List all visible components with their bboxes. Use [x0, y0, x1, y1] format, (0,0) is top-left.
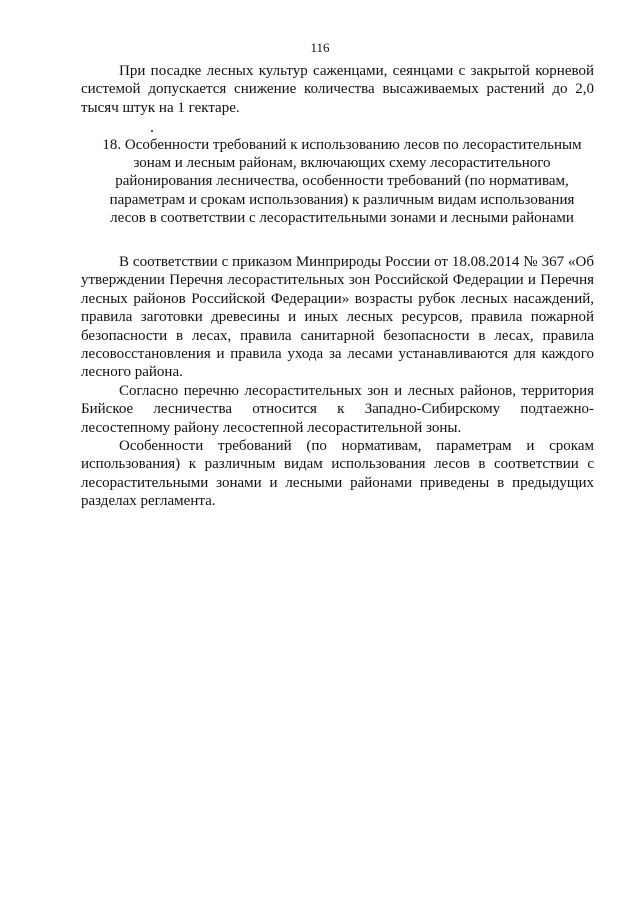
- body-paragraph-3: Особенности требований (по нормативам, параметрам и срокам использования) к различным видам использования лесов в соответствии с лесорастительными зонами и лесными районами приведены в предыдущих разделах регламента.: [81, 438, 594, 510]
- scan-speck: [151, 130, 153, 132]
- section-body: [81, 253, 594, 511]
- body-paragraph-2: Согласно перечню лесорастительных зон и лесных районов, территория Бийское лесничества относится к Западно-Сибирскому подтаежно-лесостепному району лесостепной лесорастительной зоны.: [81, 382, 594, 436]
- body-paragraph-1: В соответствии с приказом Минприроды России от 18.08.2014 № 367 «Об утверждении Перечня лесорастительных зон Российской Федерации и Перечня лесных районов Российской Федерации» возрасты рубок лесных насаждений, правила заготовки древесины и иных лесных ресурсов, правила пожарной безопасности в лесах, правила санитарной безопасности в лесах, правила лесовосстановления и правила ухода за лесами устанавливаются для каждого лесного района.: [81, 254, 594, 381]
- page-number: 116: [310, 40, 330, 55]
- intro-paragraph: При посадке лесных культур саженцами, сеянцами с закрытой корневой системой допускается снижение количества высаживаемых растений до 2,0 тысяч штук на 1 гектаре.: [81, 63, 594, 116]
- section-title: 18. Особенности требований к использованию лесов по лесорастительным зонам и лесным районам, включающих схему лесорастительного районирования лесничества, особенности требований (по нормативам, параметрам и срокам использования) к различным видам использования лесов в соответствии с лесорастительными зонами и лесными районами: [102, 137, 582, 226]
- intro-block: [81, 62, 594, 117]
